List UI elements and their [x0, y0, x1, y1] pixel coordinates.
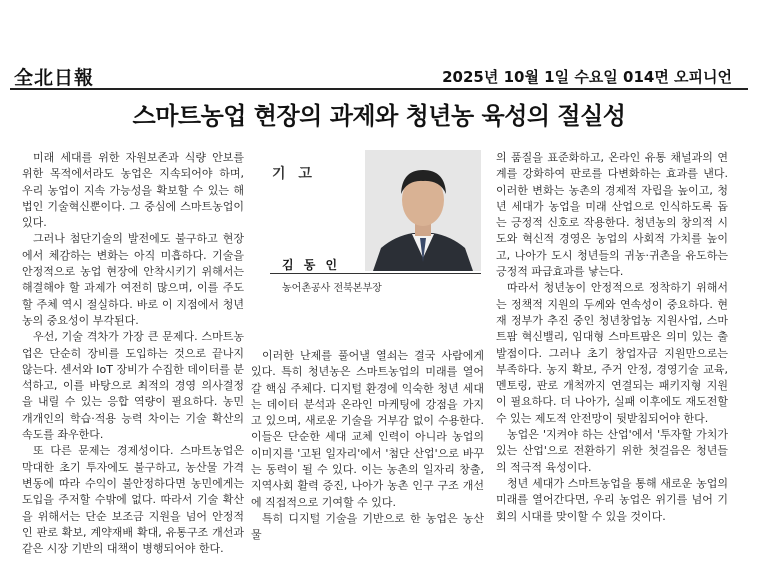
author-name: 김 동 인: [282, 258, 341, 272]
article-headline: 스마트농업 현장의 과제와 청년농 육성의 절실성: [132, 102, 626, 130]
paragraph: 이러한 난제를 풀어낼 열쇠는 결국 사람에게 있다. 특히 청년농은 스마트농업의 미래를 열어갈 핵심 주체다. 디지털 환경에 익숙한 청년 세대는 데이터 분석과 온라인 마케팅에 강점을 가지고 있으며, 새로운 기술을 거부감 없이 수용한다. 이들은 단순한 세대 교체 인력이 아니라 농업의 이미지를 '고된 일자리'에서 '첨단 산업'으로 바꾸는 동력이 될 수 있다. 이는 농촌의 일자리 창출, 지역사회 활력 증진, 나아가 농촌 인구 구조 개선에 직접적으로 기여할 수 있다.: [251, 349, 484, 509]
article-column-2: [251, 348, 484, 544]
author-portrait-image: [365, 150, 481, 271]
paragraph: 따라서 청년농이 안정적으로 정착하기 위해서는 정책적 지원의 두께와 연속성이 중요하다. 현재 정부가 추진 중인 청년창업농 지원사업, 스마트팜 혁신밸리, 임대형 스마트팜은 의미 있는 출발점이다. 그러나 초기 창업자금 지원만으로는 부족하다. 농지 확보, 주거 안정, 경영기술 교육, 멘토링, 판로 개척까지 연결되는 패키지형 지원이 필요하다. 더 나아가, 실패 이후에도 재도전할 수 있는 제도적 안전망이 뒷받침되어야 한다.: [496, 281, 728, 425]
contribution-label: 기 고: [272, 166, 316, 182]
paragraph: 특히 디지털 기술을 기반으로 한 농업은 농산물: [251, 511, 484, 542]
paragraph: 농업은 '지켜야 하는 산업'에서 '투자할 가치가 있는 산업'으로 전환하기 위한 첫걸음은 청년들의 적극적 육성이다.: [496, 428, 728, 474]
paragraph: 우선, 기술 격차가 가장 큰 문제다. 스마트농업은 단순히 장비를 도입하는 것으로 끝나지 않는다. 센서와 IoT 장비가 수집한 데이터를 분석하고, 이를 바탕으로 최적의 경영 의사결정을 내릴 수 있는 응합 역량이 필요하다. 농민 개개인의 학습·적용 능력 차이는 기술 확산의 속도를 좌우한다.: [22, 330, 244, 442]
paragraph: 미래 세대를 위한 자원보존과 식량 안보를 위한 목적에서라도 농업은 지속되어야 하며, 우리 농업이 지속 가능성을 확보할 수 있는 해법인 기술혁신뿐이다. 그 중심에 스마트농업이 있다.: [22, 151, 244, 230]
paragraph: 청년 세대가 스마트농업을 통해 새로운 농업의 미래를 열어간다면, 우리 농업은 위기를 넘어 기회의 시대를 맞이할 수 있을 것이다.: [496, 476, 728, 523]
header-rule: [10, 88, 748, 90]
dateline: 2025년 10월 1일 수요일 014면 오피니언: [442, 68, 732, 86]
article-column-3: [496, 150, 728, 525]
author-photo: [365, 150, 481, 271]
paragraph: 또 다른 문제는 경제성이다. 스마트농업은 막대한 초기 투자에도 불구하고, 농산물 가격 변동에 따라 수익이 불안정하다면 농민에게는 도입을 주저할 수밖에 없다. 따라서 기술 확산을 위해서는 단순 보조금 지원을 넘어 안정적인 판로 확보, 계약재배 확대, 유통구조 개선과 같은 시장 기반의 대책이 병행되어야 한다.: [22, 444, 244, 556]
paragraph: 의 품질을 표준화하고, 온라인 유통 채널과의 연계를 강화하여 판로를 다변화하는 효과를 낸다. 이러한 변화는 농촌의 경제적 자립을 높이고, 청년 세대가 농업을 미래 산업으로 인식하도록 돕는 긍정적 신호로 작용한다. 청년농의 창의적 시도와 혁신적 경영은 농업의 사회적 가치를 높이고, 나아가 도시 청년들의 귀농·귀촌을 유도하는 긍정적 파급효과를 낳는다.: [496, 151, 728, 279]
byline-divider: [270, 273, 481, 274]
article-column-1: [22, 150, 244, 557]
paragraph: 그러나 첨단기술의 발전에도 불구하고 현장에서 체감하는 변화는 아직 미흡하다. 기술을 안정적으로 농업 현장에 안착시키기 위해서는 해결해야 할 과제가 여전히 많으며, 이를 주도할 주체 역시 절실하다. 바로 이 지점에서 청년농의 중요성이 부각된다.: [22, 232, 244, 327]
newspaper-masthead: 全北日報: [14, 67, 95, 89]
author-title: 농어촌공사 전북본부장: [282, 283, 382, 294]
